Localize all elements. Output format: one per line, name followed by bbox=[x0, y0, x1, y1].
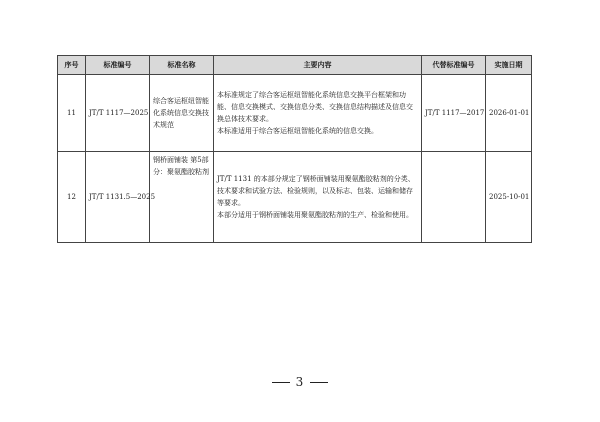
header-code: 标准编号 bbox=[86, 56, 150, 75]
cell-date: 2025-10-01 bbox=[486, 152, 532, 243]
cell-code: JT/T 1117—2025 bbox=[86, 75, 150, 152]
cell-replaces bbox=[422, 152, 486, 243]
cell-name: 钢桥面铺装 第5部分：聚氨酯胶粘剂 bbox=[150, 152, 214, 243]
header-name: 标准名称 bbox=[150, 56, 214, 75]
cell-code: JT/T 1131.5—2025 bbox=[86, 152, 150, 243]
table-row bbox=[58, 75, 532, 152]
table-header-row bbox=[58, 56, 532, 75]
page-number: 3 bbox=[295, 375, 305, 389]
table-row bbox=[58, 152, 532, 243]
cell-date: 2026-01-01 bbox=[486, 75, 532, 152]
cell-no: 12 bbox=[58, 152, 86, 243]
cell-content: 本标准规定了综合客运枢纽智能化系统信息交换平台框架和功能、信息交换模式、交换信息分类、交换信息结构描述及信息交换总体技术要求。 本标准适用于综合客运枢纽智能化系统的信息交换。 bbox=[214, 75, 422, 152]
header-replaces: 代替标准编号 bbox=[422, 56, 486, 75]
header-no: 序号 bbox=[58, 56, 86, 75]
footer-dash-left bbox=[272, 382, 290, 383]
cell-no: 11 bbox=[58, 75, 86, 152]
page-footer bbox=[0, 375, 600, 389]
header-content: 主要内容 bbox=[214, 56, 422, 75]
header-date: 实施日期 bbox=[486, 56, 532, 75]
cell-name: 综合客运枢纽智能化系统信息交换技术规范 bbox=[150, 75, 214, 152]
standards-table bbox=[57, 55, 532, 243]
cell-content: JT/T 1131 的本部分规定了钢桥面铺装用聚氨酯胶粘剂的分类、技术要求和试验方法、检验规则，以及标志、包装、运输和储存等要求。 本部分适用于钢桥面铺装用聚氨酯胶粘剂的生产、检验和使用。 bbox=[214, 152, 422, 243]
footer-dash-right bbox=[310, 382, 328, 383]
cell-replaces: JT/T 1117—2017 bbox=[422, 75, 486, 152]
